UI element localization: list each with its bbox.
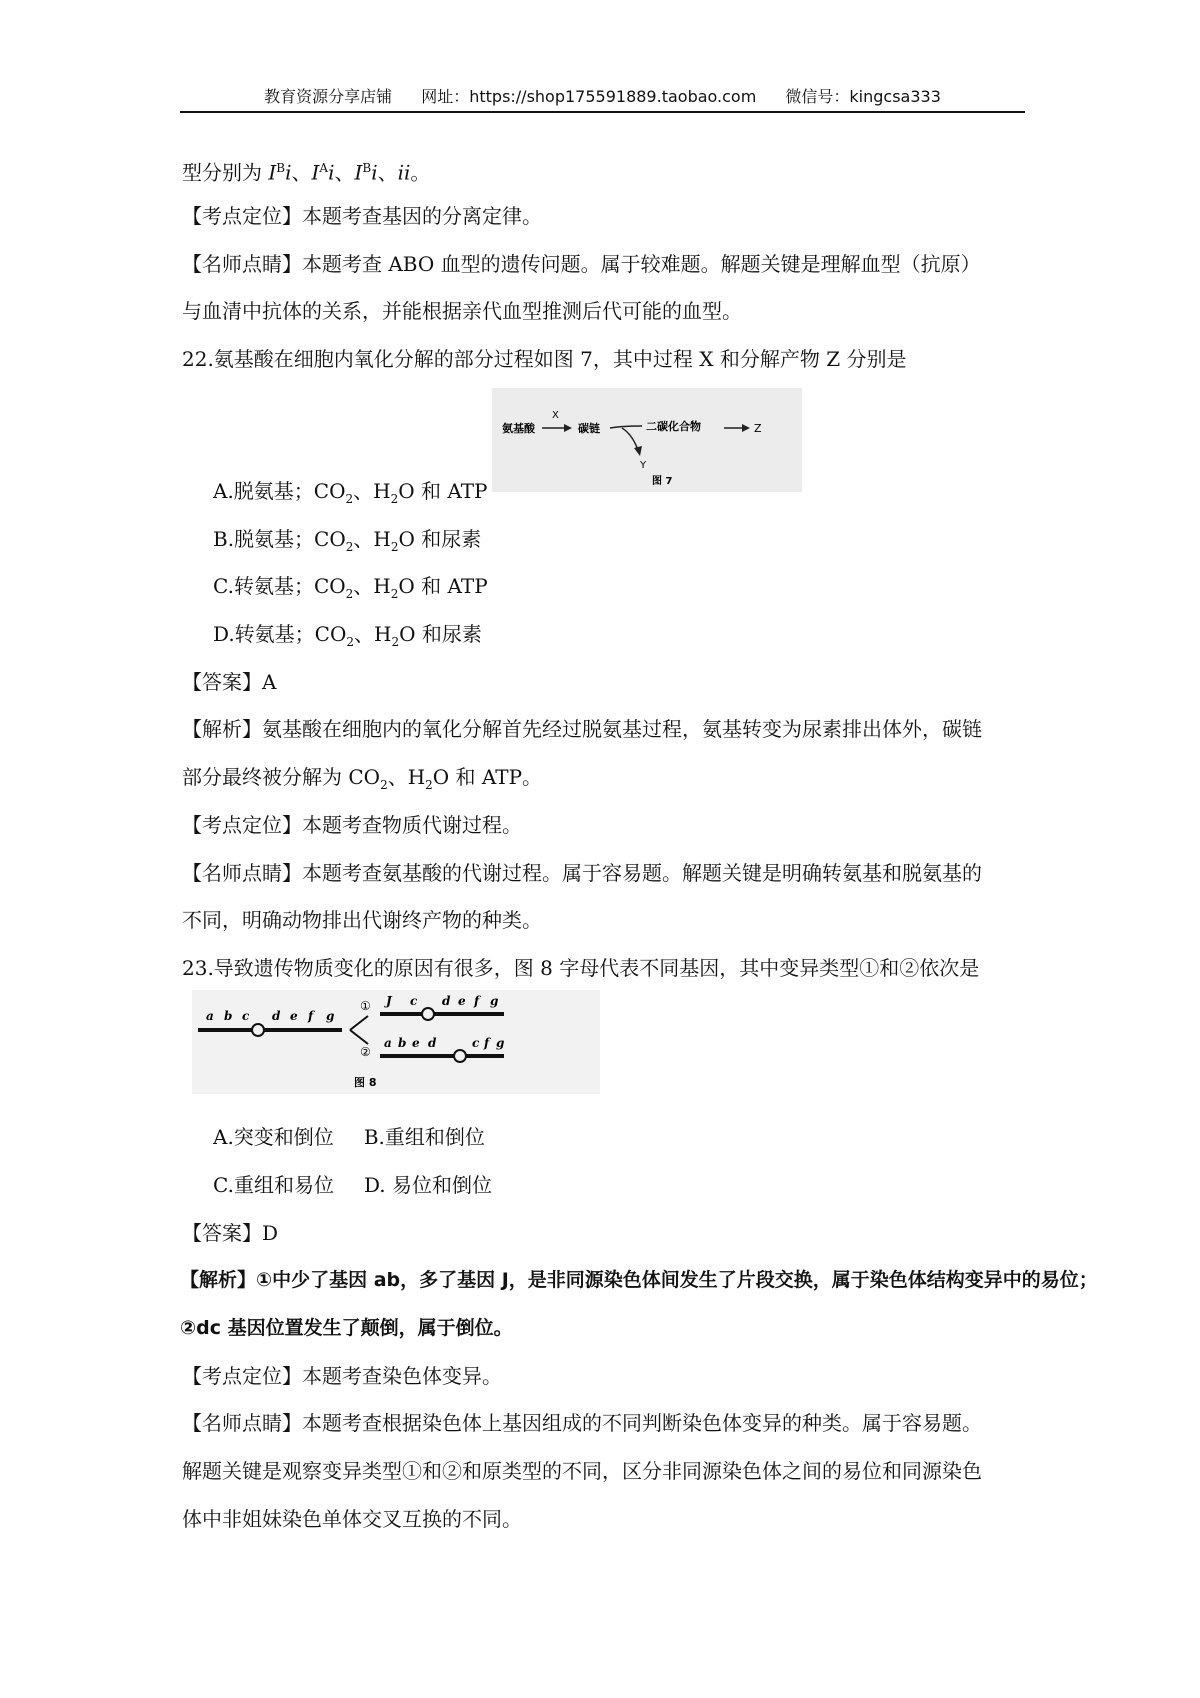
fig8-gene: d	[442, 994, 451, 1008]
fig8-marker-2: ②	[360, 1045, 371, 1059]
text: 、H	[353, 479, 391, 503]
fig8-gene: g	[496, 1036, 505, 1050]
teacher-note-21-b: 与血清中抗体的关系，并能根据亲代血型推测后代可能的血型。	[182, 299, 742, 323]
subscript: 2	[390, 492, 399, 506]
text: O 和 ATP	[398, 479, 488, 503]
answer-23: 【答案】D	[182, 1221, 279, 1245]
text: 、H	[387, 765, 426, 789]
figure-7	[492, 388, 802, 492]
subscript: 2	[380, 778, 388, 792]
figure-8	[192, 990, 600, 1094]
exam-point-21: 【考点定位】本题考查基因的分离定律。	[182, 204, 542, 228]
genotype-i: i	[328, 160, 335, 185]
subscript: 2	[425, 778, 433, 792]
teacher-note-22-a: 【名师点睛】本题考查氨基酸的代谢过程。属于容易题。解题关键是明确转氨基和脱氨基的	[182, 861, 982, 885]
period: 。	[410, 160, 431, 185]
header-rule	[180, 111, 1025, 113]
subscript: 2	[345, 540, 354, 554]
q23-option-a: A.突变和倒位	[213, 1125, 334, 1149]
text: 、H	[354, 622, 392, 646]
genotype-i: i	[371, 160, 378, 185]
fig8-gene: f	[308, 1009, 314, 1023]
figure-8-bg	[192, 990, 600, 1094]
teacher-note-21-a: 【名师点睛】本题考查 ABO 血型的遗传问题。属于较难题。解题关键是理解血型（抗原）	[182, 252, 981, 276]
fig8-marker-1: ①	[360, 999, 371, 1013]
fig8-gene: c	[242, 1009, 250, 1023]
fig8-gene: e	[412, 1036, 420, 1050]
q22-option-a	[213, 478, 488, 512]
fig8-gene: b	[398, 1036, 407, 1050]
subscript: 2	[391, 635, 400, 649]
separator: 、	[377, 160, 398, 185]
text: O 和尿素	[399, 622, 482, 646]
text: C.转氨基；CO	[213, 574, 346, 598]
fig8-gene: f	[474, 994, 480, 1008]
analysis-23-b: ②dc 基因位置发生了颠倒，属于倒位。	[180, 1317, 513, 1339]
header-shop: 教育资源分享店铺	[264, 87, 393, 106]
text: 、H	[353, 527, 391, 551]
fig8-gene: J	[386, 994, 392, 1008]
teacher-note-22-b: 不同，明确动物排出代谢终产物的种类。	[182, 908, 542, 932]
subscript: 2	[390, 540, 399, 554]
fig8-centromere-original	[252, 1024, 264, 1036]
text: 部分最终被分解为 CO	[182, 765, 381, 789]
fig8-centromere-variant-2	[454, 1050, 466, 1062]
q23-option-b: B.重组和倒位	[363, 1125, 485, 1149]
page-header	[180, 84, 1025, 112]
fig8-centromere-variant-1	[422, 1008, 434, 1020]
fig7-amino-acid: 氨基酸	[502, 422, 535, 435]
superscript: B	[362, 161, 372, 175]
fig8-gene: c	[410, 994, 418, 1008]
subscript: 2	[345, 492, 354, 506]
genotype-i: i	[285, 160, 292, 185]
superscript: B	[276, 161, 286, 175]
text: O 和 ATP	[398, 574, 488, 598]
header-wechat: 微信号：kingcsa333	[785, 87, 941, 106]
fig8-gene: g	[326, 1009, 335, 1023]
genotype-ibi-allele: I	[354, 160, 363, 185]
fig8-gene: d	[272, 1009, 281, 1023]
q22-option-d	[213, 621, 482, 655]
genotype-ii: ii	[397, 160, 411, 185]
fig7-caption: 图 7	[652, 476, 673, 487]
text: B.脱氨基；CO	[213, 527, 346, 551]
header-url: 网址：https://shop175591889.taobao.com	[421, 87, 757, 106]
text: 、H	[353, 574, 391, 598]
fig8-gene: e	[290, 1009, 298, 1023]
fig7-label-y: Y	[640, 460, 647, 471]
superscript: A	[319, 161, 329, 175]
analysis-23-a: 【解析】①中少了基因 ab，多了基因 J，是非同源染色体间发生了片段交换，属于染色体结构变异中的易位；	[180, 1269, 1098, 1291]
question-23: 23.导致遗传物质变化的原因有很多，图 8 字母代表不同基因，其中变异类型①和②依次是	[182, 956, 980, 980]
fig8-gene: a	[384, 1036, 392, 1050]
exam-point-23: 【考点定位】本题考查染色体变异。	[182, 1364, 502, 1388]
analysis-22-b	[182, 764, 542, 798]
answer-22: 【答案】A	[182, 670, 277, 694]
genotype-iai-allele: I	[311, 160, 320, 185]
text: 型分别为	[182, 160, 269, 185]
subscript: 2	[346, 635, 355, 649]
separator: 、	[334, 160, 355, 185]
fig8-gene: f	[484, 1036, 490, 1050]
fig8-gene: g	[490, 994, 499, 1008]
q22-option-c	[213, 573, 488, 607]
text: O 和尿素	[398, 527, 482, 551]
fig8-gene: d	[428, 1036, 437, 1050]
teacher-note-23-b: 解题关键是观察变异类型①和②和原类型的不同，区分非同源染色体之间的易位和同源染色	[182, 1459, 982, 1483]
text: O 和 ATP。	[432, 765, 543, 789]
teacher-note-23-c: 体中非姐妹染色单体交叉互换的不同。	[182, 1507, 522, 1531]
text: A.脱氨基；CO	[213, 479, 346, 503]
question-22: 22.氨基酸在细胞内氧化分解的部分过程如图 7，其中过程 X 和分解产物 Z 分别是	[182, 347, 907, 371]
separator: 、	[291, 160, 312, 185]
q23-options-row-2	[213, 1172, 492, 1198]
q23-options-row-1	[213, 1124, 485, 1150]
fig7-label-z: Z	[754, 422, 762, 435]
teacher-note-23-a: 【名师点睛】本题考查根据染色体上基因组成的不同判断染色体变异的种类。属于容易题。	[182, 1411, 982, 1435]
figure-7-bg	[492, 388, 802, 492]
fig7-carbon-chain: 碳链	[578, 422, 600, 435]
fig8-gene: a	[206, 1009, 214, 1023]
subscript: 2	[390, 587, 399, 601]
genotype-line	[182, 155, 430, 186]
genotype-ibi-allele: I	[268, 160, 277, 185]
fig7-label-x: X	[552, 410, 559, 421]
subscript: 2	[345, 587, 354, 601]
exam-point-22: 【考点定位】本题考查物质代谢过程。	[182, 813, 522, 837]
q22-option-b	[213, 526, 481, 560]
q23-option-c: C.重组和易位	[213, 1173, 334, 1197]
fig8-gene: c	[472, 1036, 480, 1050]
q23-option-d: D. 易位和倒位	[363, 1173, 492, 1197]
fig7-dicarbon: 二碳化合物	[646, 420, 701, 433]
fig8-caption: 图 8	[354, 1076, 377, 1089]
analysis-22-a: 【解析】氨基酸在细胞内的氧化分解首先经过脱氨基过程，氨基转变为尿素排出体外，碳链	[182, 717, 982, 741]
fig8-gene: b	[224, 1009, 233, 1023]
fig8-gene: e	[458, 994, 466, 1008]
text: D.转氨基；CO	[213, 622, 347, 646]
